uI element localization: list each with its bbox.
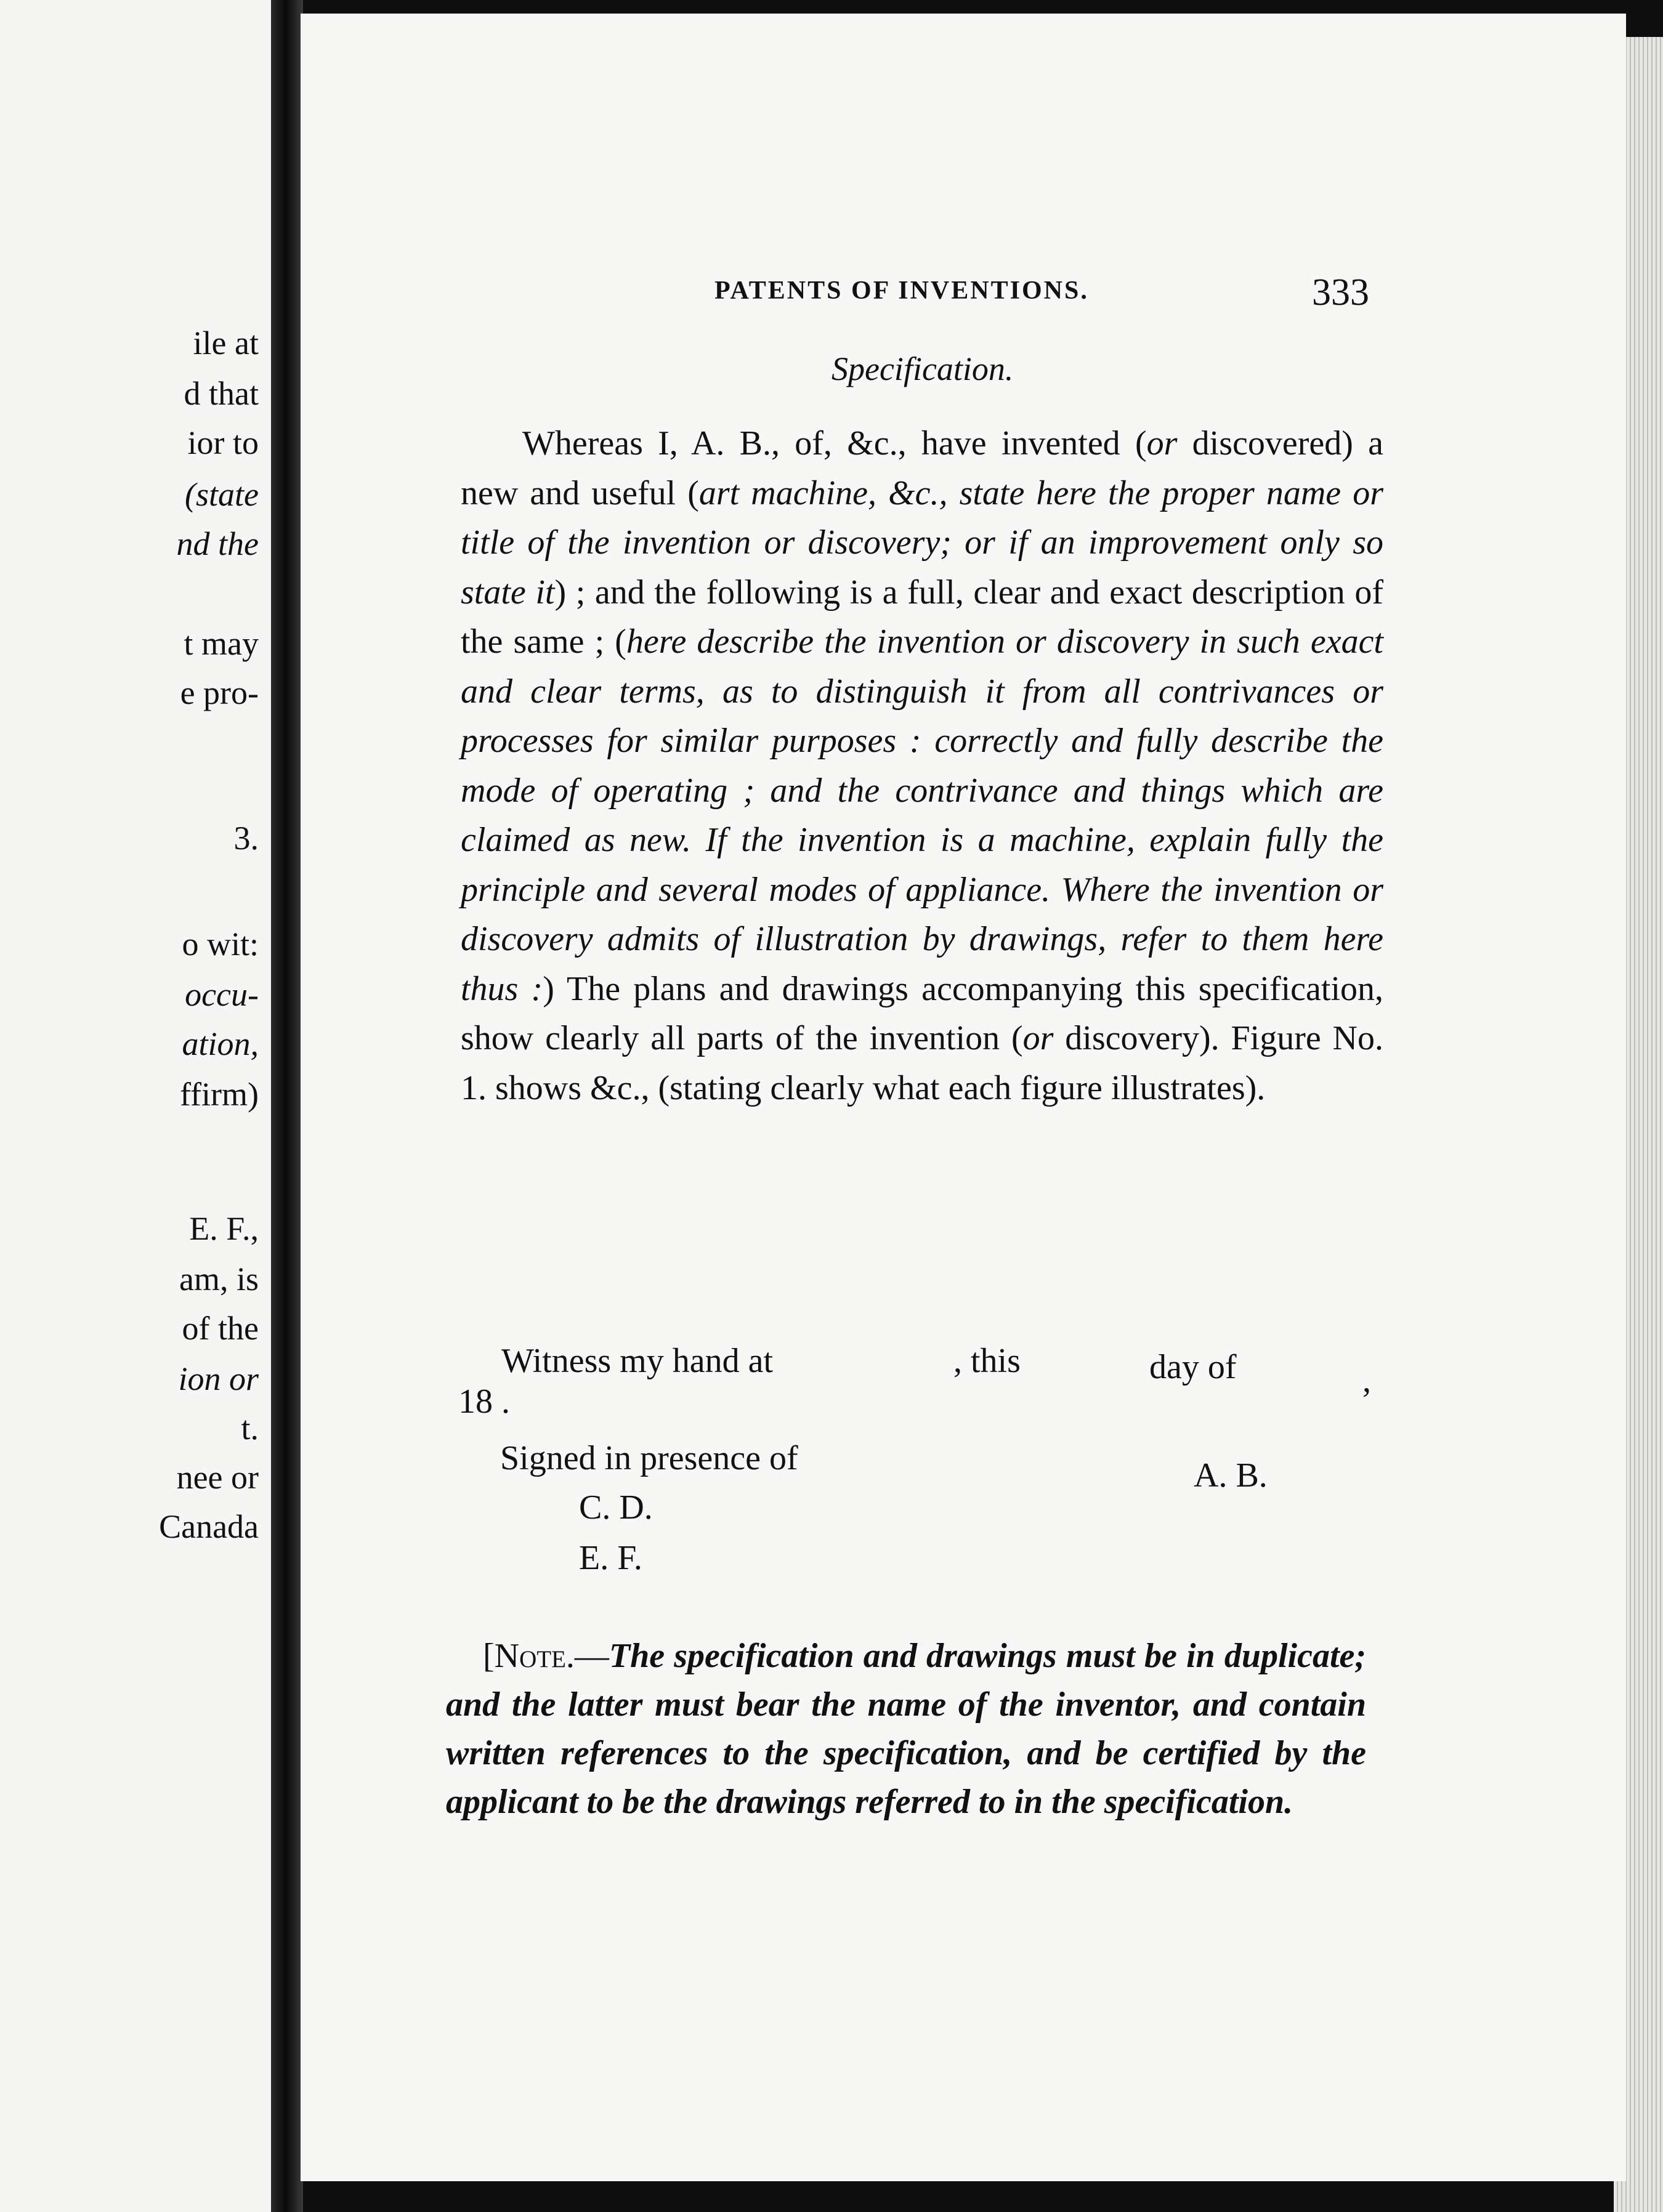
facing-page-line: Canada (159, 1508, 259, 1545)
note-label: Note. (494, 1637, 575, 1675)
page-number: 333 (1312, 272, 1369, 313)
body-text-run: discovery). Figure No. 1. shows &c., (stating clearly what each figure illustrates). (461, 1019, 1383, 1107)
note-bracket: [ (483, 1637, 495, 1675)
section-title: Specification. (831, 350, 1014, 387)
facing-page-line: of the (182, 1310, 259, 1347)
body-text-run: discovered) a new and useful ( (461, 424, 1383, 512)
facing-page-line: ation, (182, 1025, 259, 1062)
signer-name: A. B. (1194, 1456, 1268, 1495)
facing-page-line: ffirm) (180, 1076, 259, 1113)
witness-name-2: E. F. (579, 1539, 642, 1577)
running-header: PATENTS OF INVENTIONS. (714, 276, 1089, 305)
note-text: The specification and drawings must be in duplicate; and the latter must bear the name of the inventor, and contain written references to the specification, and be certified by the applicant to be the drawings referred to in the specification. (446, 1637, 1366, 1821)
signed-in-presence: Signed in presence of (500, 1439, 798, 1477)
witness-year: 18 . (458, 1383, 510, 1421)
facing-page-line: t. (241, 1410, 259, 1447)
facing-page-line: am, is (179, 1261, 259, 1298)
facing-page-line: occu- (185, 976, 259, 1013)
facing-page-line: ior to (187, 424, 259, 461)
facing-page-fragment (0, 0, 271, 2212)
body-text-run: Whereas I, A. B., of, &c., have invented ( (522, 424, 1147, 462)
witness-name-1: C. D. (579, 1488, 653, 1527)
facing-page-line: ion or (178, 1360, 259, 1397)
witness-line-day: day of (1149, 1348, 1237, 1386)
witness-line-start: Witness my hand at (501, 1342, 773, 1380)
note-paragraph (446, 1632, 1366, 1827)
body-text-run: ) ; and the following is a full, clear and exact description of the same ; ( (461, 573, 1383, 661)
body-text-run: ) The plans and drawings accompanying this specification, show clearly all parts of the invention ( (461, 969, 1384, 1057)
facing-page-line: E. F., (189, 1210, 259, 1247)
facing-page-line: ile at (193, 325, 259, 361)
facing-page-line: 3. (233, 820, 259, 857)
note-dash: — (574, 1637, 609, 1675)
facing-page-line: nd the (176, 525, 259, 562)
witness-line-this: , this (953, 1342, 1021, 1380)
facing-page-line: nee or (176, 1459, 259, 1496)
body-italic-run: or (1146, 424, 1178, 462)
body-italic-run: art machine, &c., state here the proper name or title of the invention or discovery; or if an improvement only so state it (461, 474, 1383, 612)
specification-paragraph (461, 419, 1383, 1113)
facing-page-line: d that (184, 375, 259, 412)
facing-page-line: (state (185, 476, 259, 513)
facing-page-line: o wit: (182, 926, 259, 963)
book-gutter (271, 0, 303, 2212)
facing-page-line: e pro- (180, 674, 259, 711)
facing-page-line: t may (184, 625, 259, 662)
body-italic-run: here describe the invention or discovery in such exact and clear terms, as to distinguish it from all contrivances or processes for similar purposes : correctly and fully describe the mode of operating ; and the contrivance and things which are claimed as new. If the invention is a machine, explain fully the principle and several modes of appliance. Where the invention or discovery admits of illustration by drawings, refer to them here thus : (461, 623, 1383, 1008)
body-italic-run: or (1022, 1019, 1054, 1057)
witness-line-comma: , (1362, 1362, 1371, 1400)
